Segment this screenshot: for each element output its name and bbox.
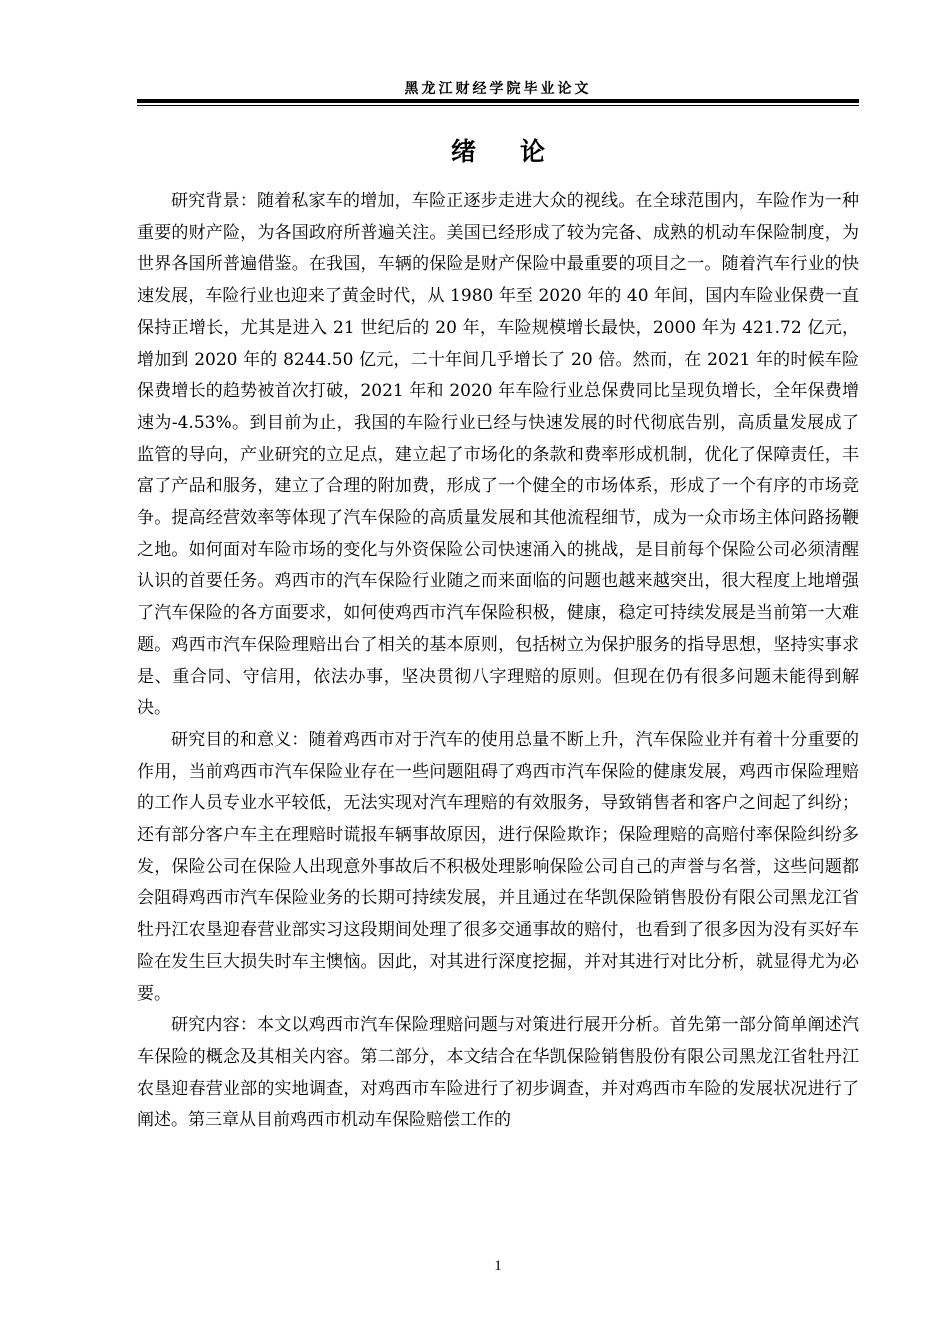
chapter-title: [137, 132, 859, 168]
paragraph-purpose: 研究目的和意义：随着鸡西市对于汽车的使用总量不断上升，汽车保险业并有着十分重要的作用，当前鸡西市汽车保险业存在一些问题阻碍了鸡西市汽车保险的健康发展，鸡西市保险理赔的工作人员专业水平较低，无法实现对汽车理赔的有效服务，导致销售者和客户之间起了纠纷；还有部分客户车主在理赔时谎报车辆事故原因，进行保险欺诈；保险理赔的高赔付率保险纠纷多发，保险公司在保险人出现意外事故后不积极处理影响保险公司自己的声誉与名誉，这些问题都会阻碍鸡西市汽车保险业务的长期可持续发展，并且通过在华凯保险销售股份有限公司黑龙江省牡丹江农垦迎春营业部实习这段期间处理了很多交通事故的赔付，也看到了很多因为没有买好车险在发生巨大损失时车主懊恼。因此，对其进行深度挖掘，并对其进行对比分析，就显得尤为必要。: [137, 729, 859, 1004]
paragraph-content: 研究内容：本文以鸡西市汽车保险理赔问题与对策进行展开分析。首先第一部分简单阐述汽车保险的概念及其相关内容。第二部分，本文结合在华凯保险销售股份有限公司黑龙江省牡丹江农垦迎春营业部的实地调查，对鸡西市车险进行了初步调查，并对鸡西市车险的发展状况进行了阐述。第三章从目前鸡西市机动车保险赔偿工作的: [137, 1015, 859, 1131]
page-number: 1: [494, 1258, 502, 1274]
title-char-2: 论: [520, 137, 546, 166]
title-char-1: 绪: [450, 137, 476, 166]
header-rule-thin: [137, 105, 859, 106]
running-header: 黑龙江财经学院毕业论文: [404, 81, 592, 97]
header-rule-thick: [137, 99, 859, 103]
paragraph-background: 研究背景：随着私家车的增加，车险正逐步走进大众的视线。在全球范围内，车险作为一种重要的财产险，为各国政府所普遍关注。美国已经形成了较为完备、成熟的机动车保险制度，为世界各国所普遍借鉴。在我国，车辆的保险是财产保险中最重要的项目之一。随着汽车行业的快速发展，车险行业也迎来了黄金时代，从 1980 年至 2020 年的 40 年间，国内车险业保费一直保持正增长，尤其是进入 21 世纪后的 20 年，车险规模增长最快，2000 年为 421.72 亿元，增加到 2020 年的 8244.50 亿元，二十年间几乎增长了 20 倍。然而，在 2021 年的时候车险保费增长的趋势被首次打破，2021 年和 2020 年车险行业总保费同比呈现负增长，全年保费增速为-4.53%。到目前为止，我国的车险行业已经与快速发展的时代彻底告别，高质量发展成了监管的导向，产业研究的立足点，建立起了市场化的条款和费率形成机制，优化了保障责任，丰富了产品和服务，建立了合理的附加费，形成了一个健全的市场体系，形成了一个有序的市场竞争。提高经营效率等体现了汽车保险的高质量发展和其他流程细节，成为一众市场主体问路扬鞭之地。如何面对车险市场的变化与外资保险公司快速涌入的挑战，是目前每个保险公司必须清醒认识的首要任务。鸡西市的汽车保险行业随之而来面临的问题也越来越突出，很大程度上地增强了汽车保险的各方面要求，如何使鸡西市汽车保险积极，健康，稳定可持续发展是当前第一大难题。鸡西市汽车保险理赔出台了相关的基本原则，包括树立为保护服务的指导思想，坚持实事求是、重合同、守信用，依法办事，坚决贯彻八字理赔的原则。但现在仍有很多问题未能得到解决。: [137, 191, 859, 719]
body-text: [137, 186, 859, 1137]
